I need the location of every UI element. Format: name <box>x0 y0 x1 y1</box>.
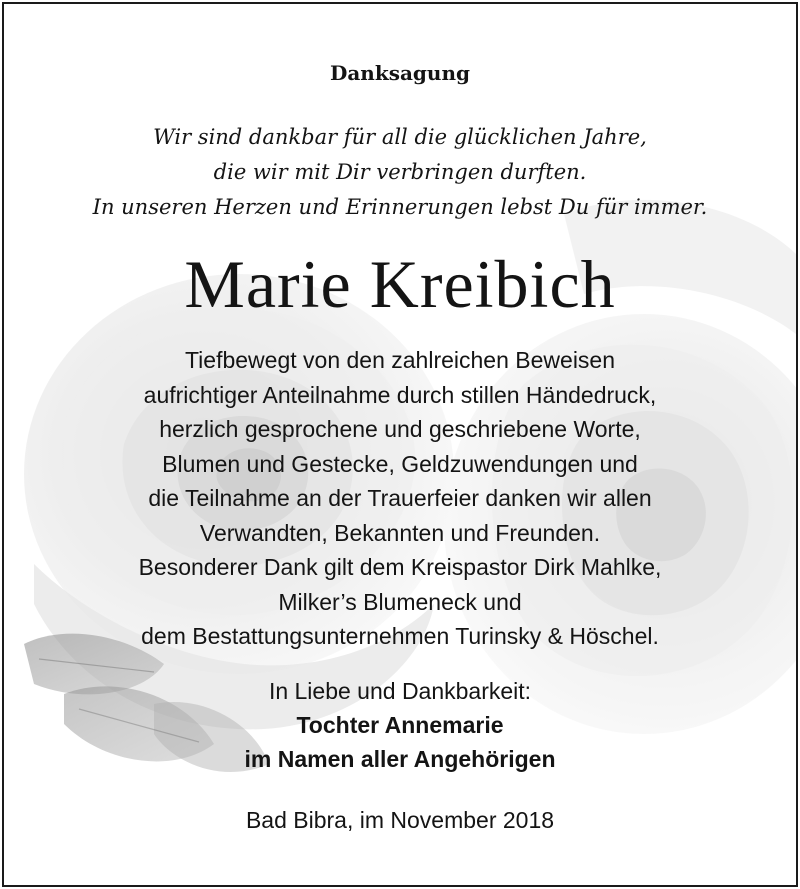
thanks-line: dem Bestattungsunternehmen Turinsky & Höschel. <box>141 623 659 649</box>
verse-line: Wir sind dankbar für all die glücklichen Jahre, <box>153 125 647 149</box>
thanks-line: die Teilnahme an der Trauerfeier danken wir allen <box>148 485 652 511</box>
thanks-line: Besonderer Dank gilt dem Kreispastor Dirk Mahlke, <box>138 554 662 580</box>
signatory-on-behalf: im Namen aller Angehörigen <box>244 746 556 772</box>
deceased-name: Marie Kreibich <box>184 246 616 322</box>
thanks-line: herzlich gesprochene und geschriebene Worte, <box>159 416 641 442</box>
thanks-line: Blumen und Gestecke, Geldzuwendungen und <box>162 450 638 477</box>
closing-intro: In Liebe und Dankbarkeit: <box>268 678 532 704</box>
thanks-line: Milker’s Blumeneck und <box>278 588 522 615</box>
thanks-text <box>4 343 796 654</box>
thanks-line: Tiefbewegt von den zahlreichen Beweisen <box>184 347 616 373</box>
thanks-line: Verwandten, Bekannten und Freunden. <box>199 519 601 546</box>
verse-line: In unseren Herzen und Erinnerungen lebst Du für immer. <box>92 195 708 219</box>
place-and-date: Bad Bibra, im November 2018 <box>245 807 555 833</box>
closing-signature <box>4 674 796 776</box>
notice-heading: Danksagung <box>330 61 470 85</box>
memorial-verse <box>4 120 796 225</box>
signatory-name: Tochter Annemarie <box>296 712 504 738</box>
thanks-line: aufrichtiger Anteilnahme durch stillen Händedruck, <box>143 381 657 408</box>
notice-frame <box>2 2 798 887</box>
verse-line: die wir mit Dir verbringen durften. <box>213 160 587 184</box>
